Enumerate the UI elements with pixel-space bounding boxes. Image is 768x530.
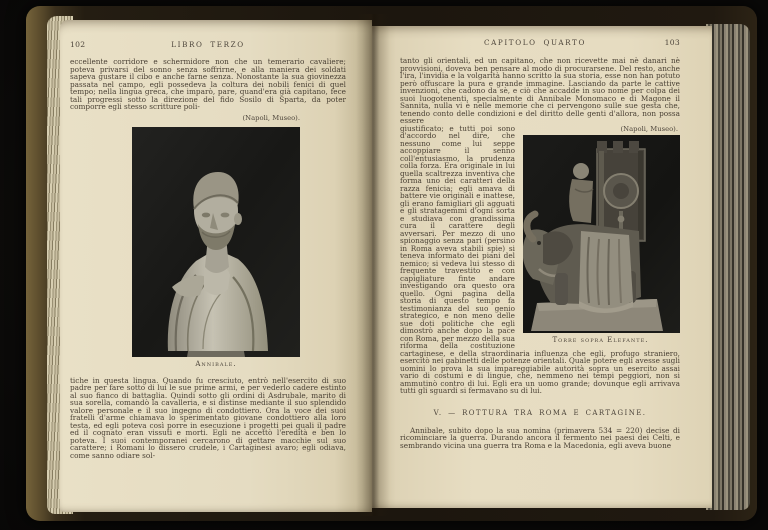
fore-edge-page-stack	[706, 24, 750, 510]
hannibal-bust-photo	[132, 127, 300, 357]
section-heading: V. — ROTTURA TRA ROMA E CARTAGINE.	[433, 408, 647, 417]
left-page-header	[70, 40, 346, 49]
left-photo-credit: (Napoli, Museo).	[242, 113, 300, 122]
hannibal-bust-figure	[132, 127, 300, 368]
elephant-tower-figure	[521, 125, 680, 344]
right-paragraph-1b: giustificato; e tutti poi sono d'accordo nel dire, che nessuno come lui seppe accoppiare il senno coll'entusiasmo, la prudenza colla forza. Era originale in lui quella scaltrezza inventiva che forma uno dei caratteri della razza fenicia; egli amava di battere vie originali e inattese, gli erano famigliari gli agguati e gli stratagemmi d'ogni sorta e studiava con grandissima cura il carattere degli avversari. Per mezzo di uno spionaggio senza pari (persino in Roma aveva stabili spie) si teneva informato dei piani del nemico; si vedeva lui stesso di frequente travestito e con capigliature finte andare investigando ora questo ora quello. Ogni pagina della storia di questo tempo fa testimonianza del suo genio strategico, e non meno delle sue doti politiche che egli dimostrò anche dopo la pace con Roma, per mezzo della sua riforma della costituzione cartaginese, e della straordinaria influenza che egli, profugo straniero, esercitò nei gabinetti delle potenze orientali. Quale potere egli avesse sugli uomini lo prova la sua impareggiabile autorità sopra un esercito assai vario di costumi e di lingue, che, nemmeno nei tempi peggiori, non si ammutinò contro di lui. Egli era un uomo grande; dovunque egli arrivava tutti gli sguardi si fermavano su di lui.	[400, 123, 680, 395]
left-paragraph-2: tiche in questa lingua. Quando fu cresciuto, entrò nell'esercito di suo padre per fare sotto di lui le sue prime armi, e per vederlo cadere estinto al suo fianco di battaglia. Quindi sotto gli ordini di Asdrubale, marito di sua sorella, comandò la cavalleria, e si distinse mediante il suo splendido valore personale e il suo ingegno di condottiero. Ora la voce dei suoi fratelli d'arme chiamava lo sperimentato giovane condottiero alla loro testa, ed egli poteva così porre in esecuzione i progetti pei quali il padre ed il cognato eran vissuti e morti. Egli ne accettò l'eredità e ben lo poteva. I suoi contemporanei cercarono di gettare macchie sul suo carattere; i Romani lo dissero crudele, i Cartaginesi avaro; egli odiava, come sanno odiare sol-	[70, 375, 346, 460]
right-page-header	[400, 38, 680, 47]
right-figure-caption: Torre sopra Elefante.	[552, 335, 649, 344]
left-paragraph-1: eccellente corridore e schermidore non che un temerario cavaliere; poteva privarsi del sonno senza soffrirne, e alla maniera dei soldati sapeva gustare il cibo e anche farne senza. Nonostante la sua giovinezza passata nel campo, egli possedeva la coltura dei nobili fenici di quel tempo; nella lingua greca, che imparò, pare, quand'era già capitano, fece tali progressi sotto la direzione del fido Sosilo di Sparta, da poter comporre egli stesso scritture poli-	[70, 57, 346, 111]
right-paragraph-1a: tanto gli orientali, ed un capitano, che non ricevette mai nè danari nè provvisioni, doveva ben pensare al modo di procurarsene. Del resto, anche l'ira, l'invidia e la volgarità hanno scritto la sua storia, esse non han potuto però offuscare la pura e grande immagine. Lasciando da parte le cattive invenzioni, che cadono da sè, e ciò che accadde in suo nome per colpa dei suoi luogotenenti, specialmente di Annibale Monomaco e di Magone il Sannita, nulla vi è nelle memorie che ci pervengono sulle sue gesta che, tenendo conto delle condizioni e del diritto delle genti d'allora, non possa essere	[400, 56, 680, 125]
right-page	[372, 26, 712, 508]
right-running-title: CAPITOLO QUARTO	[484, 38, 586, 47]
left-figure-caption: Annibale.	[195, 359, 237, 368]
right-paragraph-2: Annibale, subito dopo la sua nomina (primavera 534 = 220) decise di ricominciare la guerra. Durando ancora il fermento nei paesi dei Celti, e sembrando vicina una guerra tra Roma e la Macedonia, egli aveva buone	[400, 425, 680, 450]
left-running-title: LIBRO TERZO	[171, 40, 245, 49]
elephant-tower-photo	[523, 135, 680, 333]
left-page-number: 102	[70, 40, 86, 49]
left-page	[60, 20, 372, 512]
right-photo-credit: (Napoli, Museo).	[620, 124, 678, 133]
right-page-number: 103	[664, 38, 680, 47]
